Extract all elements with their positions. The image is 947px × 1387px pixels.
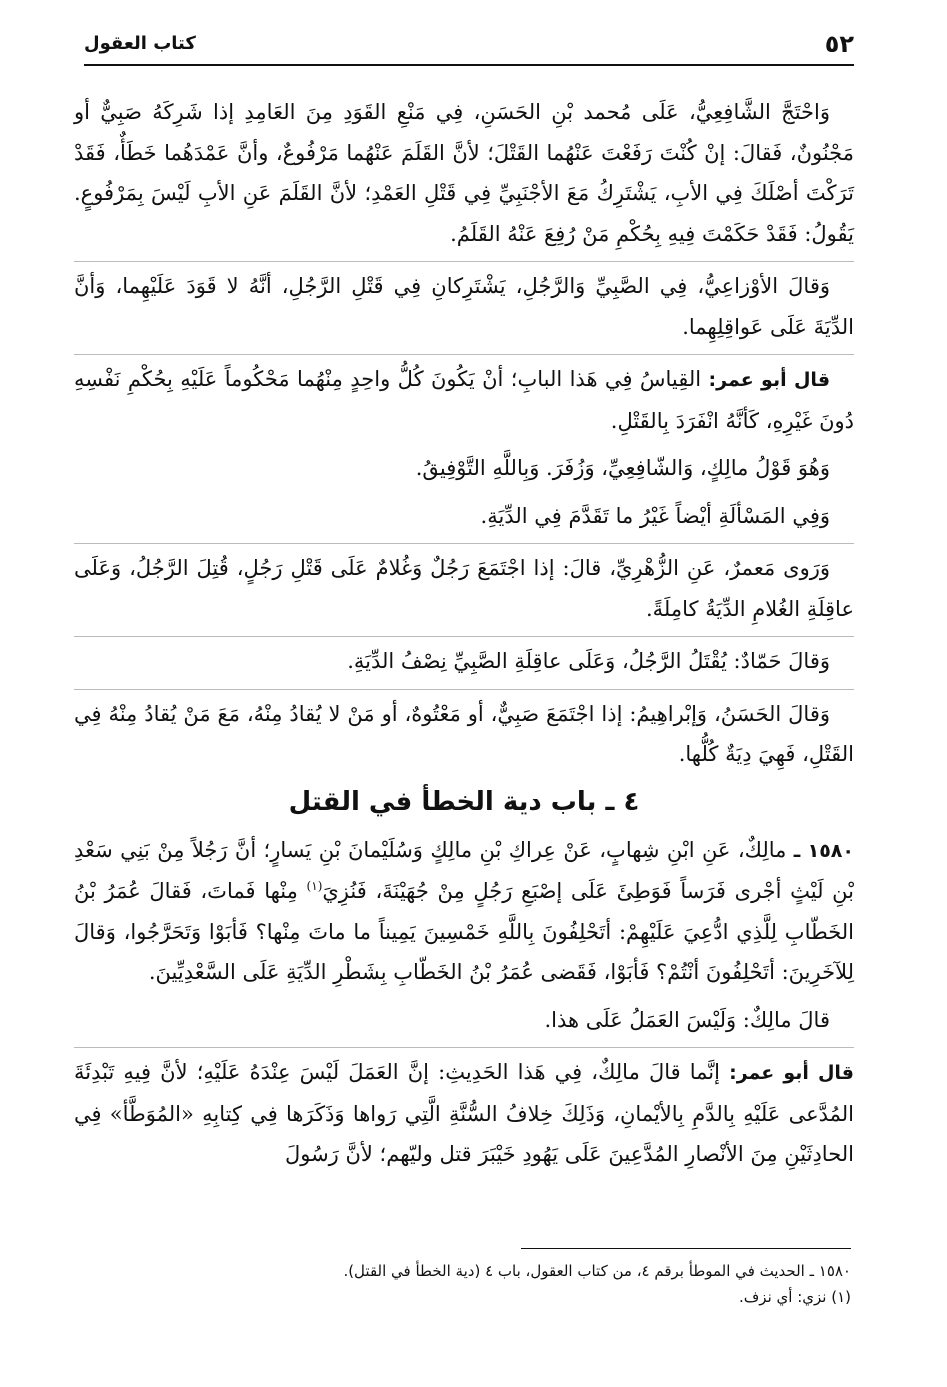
paragraph-text: القِياسُ فِي هَذا البابِ؛ أنْ يَكُونَ كُلُّ واحِدٍ مِنْهُما مَحْكُوماً عَلَيْهِ بِحُكْمِ نَفْسِهِ دُونَ غَيْرِهِ، كَأنَّهُ انْفَرَدَ بِالقَتْلِ. bbox=[74, 367, 854, 433]
paragraph: وَهُوَ قَوْلُ مالِكٍ، وَالشّافِعِيِّ، وَزُفَرَ. وَبِاللَّهِ التَّوْفِيقُ. bbox=[415, 456, 830, 480]
running-title: كتاب العقول bbox=[84, 33, 196, 54]
page-number: ٥٢ bbox=[824, 30, 854, 58]
page-body bbox=[74, 92, 854, 1182]
paragraph bbox=[74, 354, 854, 441]
footnote-source: ١٥٨٠ ـ الحديث في الموطأ برقم ٤، من كتاب العقول، باب ٤ (دية الخطأ في القتل). bbox=[343, 1262, 851, 1280]
paragraph bbox=[74, 1047, 854, 1175]
paragraph: وَفِي المَسْألَةِ أيْضاً غَيْرُ ما تَقَدَّمَ فِي الدِّيَةِ. bbox=[480, 503, 830, 528]
speaker-label: قال أبو عمر: bbox=[708, 369, 831, 391]
paragraph: وَقالَ الأوْزاعِيُّ، فِي الصَّبِيِّ وَالرَّجُلِ، يَشْتَرِكانِ فِي قَتْلِ الرَّجُلِ، أنَّهُ لا قَوَدَ عَلَيْهِما، وَأنَّ الدِّيَةَ عَلَى عَواقِلِهِما. bbox=[74, 261, 854, 347]
footnote-1: (١) نزي: أي نزف. bbox=[738, 1288, 851, 1306]
paragraph: وَرَوى مَعمرٌ، عَنِ الزُّهْرِيِّ، قالَ: إذا اجْتَمَعَ رَجُلٌ وَغُلامٌ عَلَى قَتْلِ رَجُلٍ، قُتِلَ الرَّجُلُ، وَعَلَى عاقِلَةِ الغُلامِ الدِّيَةُ كامِلَةً. bbox=[74, 543, 854, 629]
footnote-marker: (١) bbox=[306, 879, 323, 893]
footnote-divider bbox=[521, 1248, 851, 1249]
paragraph: وَاحْتَجَّ الشَّافِعِيُّ، عَلَى مُحمد بْنِ الحَسَنِ، فِي مَنْعِ القَوَدِ مِنَ العَامِدِ إذا شَرِكَهُ صَبِيٌّ أو مَجْنُونٌ، فَقالَ: إنْ كُنْتَ رَفَعْتَ عَنْهُما القَتْلَ؛ لأنَّ القَلَمَ عَنْهُما مَرْفُوعٌ، وأنَّ عَمْدَهُما خَطَأٌ، فَقَدْ تَرَكْتَ أصْلَكَ فِي الأبِ، يَشْتَرِكُ مَعَ الأجْنَبِيِّ فِي قَتْلِ العَمْدِ؛ لأنَّ القَلَمَ عَنِ الأبِ لَيْسَ بِمَرْفُوعٍ. يَقُولُ: فَقَدْ حَكَمْتَ فِيهِ بِحُكْمِ مَنْ رُفِعَ عَنْهُ القَلَمُ. bbox=[74, 100, 854, 246]
paragraph: قالَ مالِكٌ: وَلَيْسَ العَمَلُ عَلَى هذا. bbox=[544, 1007, 830, 1032]
hadith-number: ١٥٨٠ ـ bbox=[793, 839, 854, 862]
paragraph: وَقالَ حَمّادٌ: يُقْتَلُ الرَّجُلُ، وَعَلَى عاقِلَةِ الصَّبِيِّ نِصْفُ الدِّيَةِ. bbox=[74, 636, 854, 682]
footnotes bbox=[91, 1258, 851, 1310]
hadith-text-continued: مِنْها فَماتَ، فَقالَ عُمَرُ بْنُ الخَطّابِ لِلَّذِي ادُّعِيَ عَلَيْهِمْ: أتَحْلِفُونَ بِاللَّهِ خَمْسِينَ يَمِيناً ما ماتَ مِنْها؟ فَأبَوْا وَتَحَرَّجُوا، وَقالَ لِلآخَرِينَ: أتَحْلِفُونَ أنْتُمْ؟ فَأبَوْا، فَقَضى عُمَرُ بْنُ الخَطّابِ بِشَطْرِ الدِّيَةِ عَلَى السَّعْدِيِّينَ. bbox=[74, 879, 854, 984]
paragraph-text: إنَّما قالَ مالِكٌ، فِي هَذا الحَدِيثِ: إنَّ العَمَلَ لَيْسَ عِنْدَهُ عَلَيْهِ؛ لأنَّ فِيهِ تَبْدِئَةَ المُدَّعى عَلَيْهِ بِالدَّمِ بِالأيْمانِ، وَذَلِكَ خِلافُ السُّنَّةِ الَّتِي رَواها وَذَكَرَها فِي كِتابِهِ «المُوَطَّأ» فِي الحادِثَيْنِ مِنَ الأنْصارِ المُدَّعِينَ عَلَى يَهُودِ خَيْبَرَ قتل وليّهم؛ لأنَّ رَسُولَ bbox=[74, 1060, 854, 1166]
hadith-paragraph bbox=[74, 830, 854, 993]
page-header bbox=[84, 28, 854, 66]
speaker-label: قال أبو عمر: bbox=[729, 1062, 854, 1084]
chapter-heading: ٤ ـ باب دية الخطأ في القتل bbox=[288, 786, 640, 817]
hadith-text: مالِكٌ، عَنِ ابْنِ شِهابٍ، عَنْ عِراكِ بْنِ مالِكٍ وَسُلَيْمانَ بْنِ يَسارٍ؛ أنَّ رَجُلاً مِنْ بَنِي سَعْدِ بْنِ لَيْثٍ أجْرى فَرَساً فَوَطِئَ عَلَى إصْبَعِ رَجُلٍ مِنْ جُهَيْنَةَ، فَنُزِيَ bbox=[74, 837, 854, 903]
paragraph: وَقالَ الحَسَنُ، وَإبْراهِيمُ: إذا اجْتَمَعَ صَبِيٌّ، أو مَعْتُوهٌ، أو مَنْ لا يُقادُ مِنْهُ، مَعَ مَنْ يُقادُ مِنْهُ فِي القَتْلِ، فَهِيَ دِيَةٌ كُلُّها. bbox=[74, 689, 854, 775]
